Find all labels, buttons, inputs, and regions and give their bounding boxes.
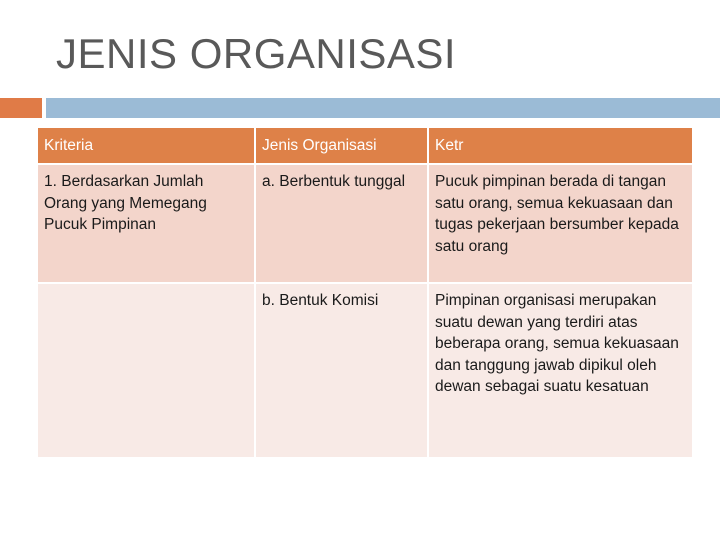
cell-organization-type: a. Berbentuk tunggal xyxy=(255,164,428,283)
accent-bar-orange xyxy=(0,98,42,118)
organization-types-table xyxy=(36,126,694,459)
header-criteria: Kriteria xyxy=(37,127,255,164)
cell-criteria xyxy=(37,283,255,458)
accent-bar-blue xyxy=(46,98,720,118)
cell-organization-type: b. Bentuk Komisi xyxy=(255,283,428,458)
table-header-row xyxy=(37,127,693,164)
table-row xyxy=(37,164,693,283)
cell-notes: Pimpinan organisasi merupakan suatu dewan yang terdiri atas beberapa orang, semua kekuasaan dan tanggung jawab dipikul oleh dewan sebagai suatu kesatuan xyxy=(428,283,693,458)
cell-notes: Pucuk pimpinan berada di tangan satu orang, semua kekuasaan dan tugas pekerjaan bersumber kepada satu orang xyxy=(428,164,693,283)
cell-criteria: 1. Berdasarkan Jumlah Orang yang Memegang Pucuk Pimpinan xyxy=(37,164,255,283)
header-notes: Ketr xyxy=(428,127,693,164)
table-row xyxy=(37,283,693,458)
slide-title: JENIS ORGANISASI xyxy=(56,30,457,77)
header-organization-type: Jenis Organisasi xyxy=(255,127,428,164)
